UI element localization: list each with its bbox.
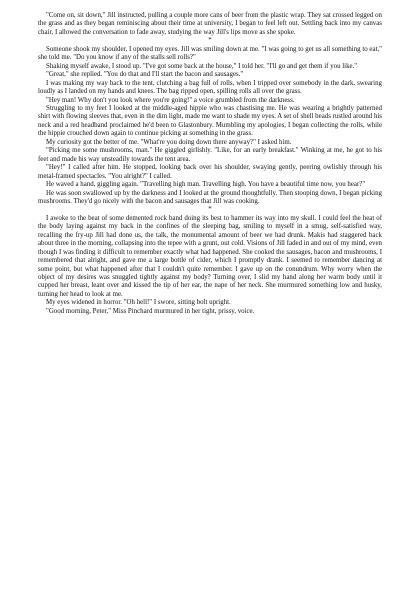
paragraph: "Good morning, Peter," Miss Pinchard murmured in her tight, prissy, voice. (46, 307, 255, 315)
paragraph: "Hey!" I called after him. He stopped, looking back over his shoulder, swaying gently, peering owlishly through his metal-framed spectacles. "You alright?" I called. (38, 164, 382, 180)
paragraph: My curiosity got the better of me. "What're you doing down there anyway?" I asked him. (46, 138, 292, 146)
paragraph: I awoke to the beat of some demented rock band doing its best to hammer its way into my skull. I could feel the heat of the body laying against my back in the confines of the sleeping bag, smiling to myself in a smug, self-satisfied way, recalling the fry-up Jill had done us, the talk, the monumental amount of beer we had drunk. Makis had staggered back about three in the morning, collapsing into the tepee with a grunt, out cold. Visions of Jill faded in and out of my mind, even though I was finding it difficult to remember exactly what had happened. She cooked the sausages, bacon and mushrooms, I remembered that alright, and gave me a large bottle of cider, which I promptly drank. I seemed to remember dancing at some point, but what happened after that I couldn't quite remember. I gave up on the conundrum. Why worry when the object of my desires was snuggled tightly against my body? Turning over, I slid my hand along her warm body until it cupped her breast, leant over and kissed the tip of her ear, the nape of her neck. She murmured something low and husky, turning her head to look at me. (38, 214, 382, 298)
paragraph: Someone shook my shoulder, I opened my eyes. Jill was smiling down at me. "I was going to get us all something to eat," she told me. "Do you know if any of the stalls sell rolls?" (38, 45, 382, 62)
paragraph: "Hey man! Why don't you look where you're going!" a voice grumbled from the darkness. (46, 96, 295, 104)
paragraph: Shaking myself awake, I stood up. "I've got some back at the house," I told her. "I'll go and get them if you like." (46, 62, 358, 70)
paragraph: I was making my way back to the tent, clutching a bag full of rolls, when I tripped over somebody in the dark, swearing loudly as I landed on my hands and knees. The bag ripped open, spilling rolls all over the grass. (38, 79, 382, 96)
paragraph: He was soon swallowed up by the darkness and I looked at the ground thoughtfully. Then stooping down, I began picking mushrooms. They'd go nicely with the bacon and sausages that Jill was cooking. (38, 189, 382, 205)
paragraph: Struggling to my feet I looked at the middle-aged hippie who was chastising me. He was wearing a brightly patterned shirt with flowing sleeves that, even in the dim light, made me want to shade my eyes. A set of shell beads rustled around his neck and a red headband proclaimed he'd been to Glastonbury. Mumbling my apologies, I began collecting the rolls, while the hippie crouched down again to continue picking at something in the grass. (38, 104, 382, 138)
paragraph: "Great," she replied. "You do that and I'll start the bacon and sausages." (46, 71, 244, 79)
paragraph: "Picking me some mushrooms, man." He giggled girlishly. "Like, for an early breakfast." Winking at me, he got to his feet and made his way unsteadily towards the tent area. (38, 147, 382, 163)
paragraph: "Come on, sit down," Jill instructed, pulling a couple more cans of beer from the plastic wrap. They sat crossed legged on the grass and as they began reminiscing about their time at university, I began to feel left out. Settling back into my canvas chair, I allowed the conversation to fade away, studying the way Jill's lips move as she spoke. (38, 12, 382, 36)
paragraph: He waved a hand, giggling again. "Travelling high man. Travelling high. You have a beautiful time now, you hear?" (46, 181, 366, 189)
scene-break: * (208, 206, 212, 214)
paragraph: My eyes widened in horror. "Oh hell!" I swore, sitting bolt upright. (46, 299, 231, 307)
scene-break: * (208, 37, 212, 45)
